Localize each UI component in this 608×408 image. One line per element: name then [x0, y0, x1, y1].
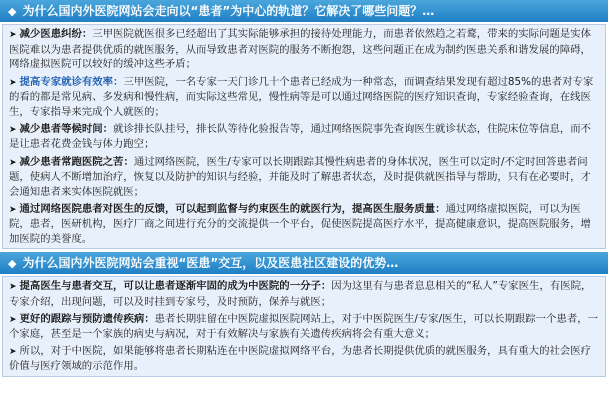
list-item: [9, 202, 599, 247]
item-text: 患者长期驻留在中医院虚拟医院网站上，对于中医院医生/专家/医生，可以长期跟踪一个患者，一个家庭，甚至是一个家族的病史与病况，对于有效解决与家族有关遗传疾病将会有重大意义；: [9, 312, 599, 341]
list-item: [9, 155, 599, 200]
arrow-icon: ➤: [9, 204, 17, 215]
list-item: [9, 122, 599, 152]
section2-box: [2, 276, 606, 377]
list-item: [9, 312, 599, 342]
arrow-icon: ➤: [9, 282, 17, 293]
item-text: 所以，对于中医院，如果能够将患者长期粘连在中医院虚拟网络平台，为患者长期提供优质的就医服务，具有重大的社会医疗价值与医疗领域的示范作用。: [9, 344, 592, 373]
arrow-icon: ➤: [9, 346, 17, 357]
arrow-icon: ➤: [9, 314, 17, 325]
item-text: 三甲医院就医很多已经超出了其实际能够承担的接待处理能力，而患者依然趋之若鹜，带来的实际问题是实体医院难以为患者提供优质的就医服务，从而导致患者对医院的服务不断抱怨，这些问题正在成为制约医患关系和谐发展的障碍，网络虚拟医院可以较好的缓冲这些矛盾；: [9, 28, 592, 71]
arrow-icon: ➤: [9, 77, 17, 88]
section2-title: 为什么国内外医院网站会重视“医患”交互，以及医患社区建设的优势…: [22, 256, 399, 271]
section1-header: [0, 0, 608, 22]
item-text: 通过网络医院，医生/专家可以长期跟踪其慢性病患者的身体状况，医生可以定时/不定时回答患者问题，使病人不断增加治疗，恢复以及防护的知识与经验，并能及时了解患者状态，及时提供就医指导与帮助，只有在必要时，才会通知患者来实体医院就医；: [9, 155, 591, 198]
item-text: 通过网络虚拟医院，可以为医院，患者，医研机构，医疗厂商之间进行充分的交流提供一个平台，促使医院提高医疗水平，提高健康意识，提高医院服务，增加医院的美誉度。: [9, 202, 591, 245]
item-label: 通过网络医院患者对医生的反馈，可以起到监督与约束医生的就医行为，提高医生服务质量：: [19, 202, 446, 215]
arrow-icon: ➤: [9, 157, 17, 168]
item-label: 减少患者等候时间：: [19, 122, 114, 135]
section1-title: 为什么国内外医院网站会走向以“患者”为中心的轨道？它解决了哪些问题？…: [22, 4, 435, 18]
item-label: 提高专家就诊有效率：: [19, 75, 124, 88]
item-label: 提高医生与患者交互，可以让患者逐渐牢固的成为中医院的一分子：: [19, 280, 332, 293]
item-label: 减少医患纠纷：: [19, 28, 93, 40]
item-label: 更好的跟踪与预防遗传疾病：: [19, 312, 155, 325]
arrow-icon: ➤: [9, 30, 17, 40]
item-text: 三甲医院，一名专家一天门诊几十个患者已经成为一种常态，而调查结果发现有超过85%的患者对专家的看的都是常见病、多发病和慢性病，而实际这些常见，慢性病等是可以通过网络医院的医疗知识查询，专家经验查询，在线医生，专家指导来完成个人就医的；: [9, 75, 594, 118]
arrow-icon: ➤: [9, 124, 17, 135]
list-item: [9, 344, 599, 374]
list-item: [9, 279, 599, 309]
diamond-icon: ◆: [8, 257, 17, 271]
diamond-icon: ◆: [8, 5, 17, 18]
section2-header: [0, 252, 608, 274]
list-item: [9, 75, 599, 120]
item-text: 因为这里有与患者息息相关的“私人”专家医生，有医院，专家介绍，出现问题，可以及时挂到专家号，及时预防，保养与就医；: [9, 280, 592, 308]
list-item: [9, 27, 599, 72]
item-text: 就诊排长队挂号，排长队等待化验报告等，通过网络医院事先查询医生就诊状态，住院床位等信息，而不是让患者花费金钱与体力跑空；: [9, 122, 592, 151]
item-label: 减少患者常跑医院之苦：: [19, 155, 134, 168]
section1-box: [2, 24, 606, 249]
